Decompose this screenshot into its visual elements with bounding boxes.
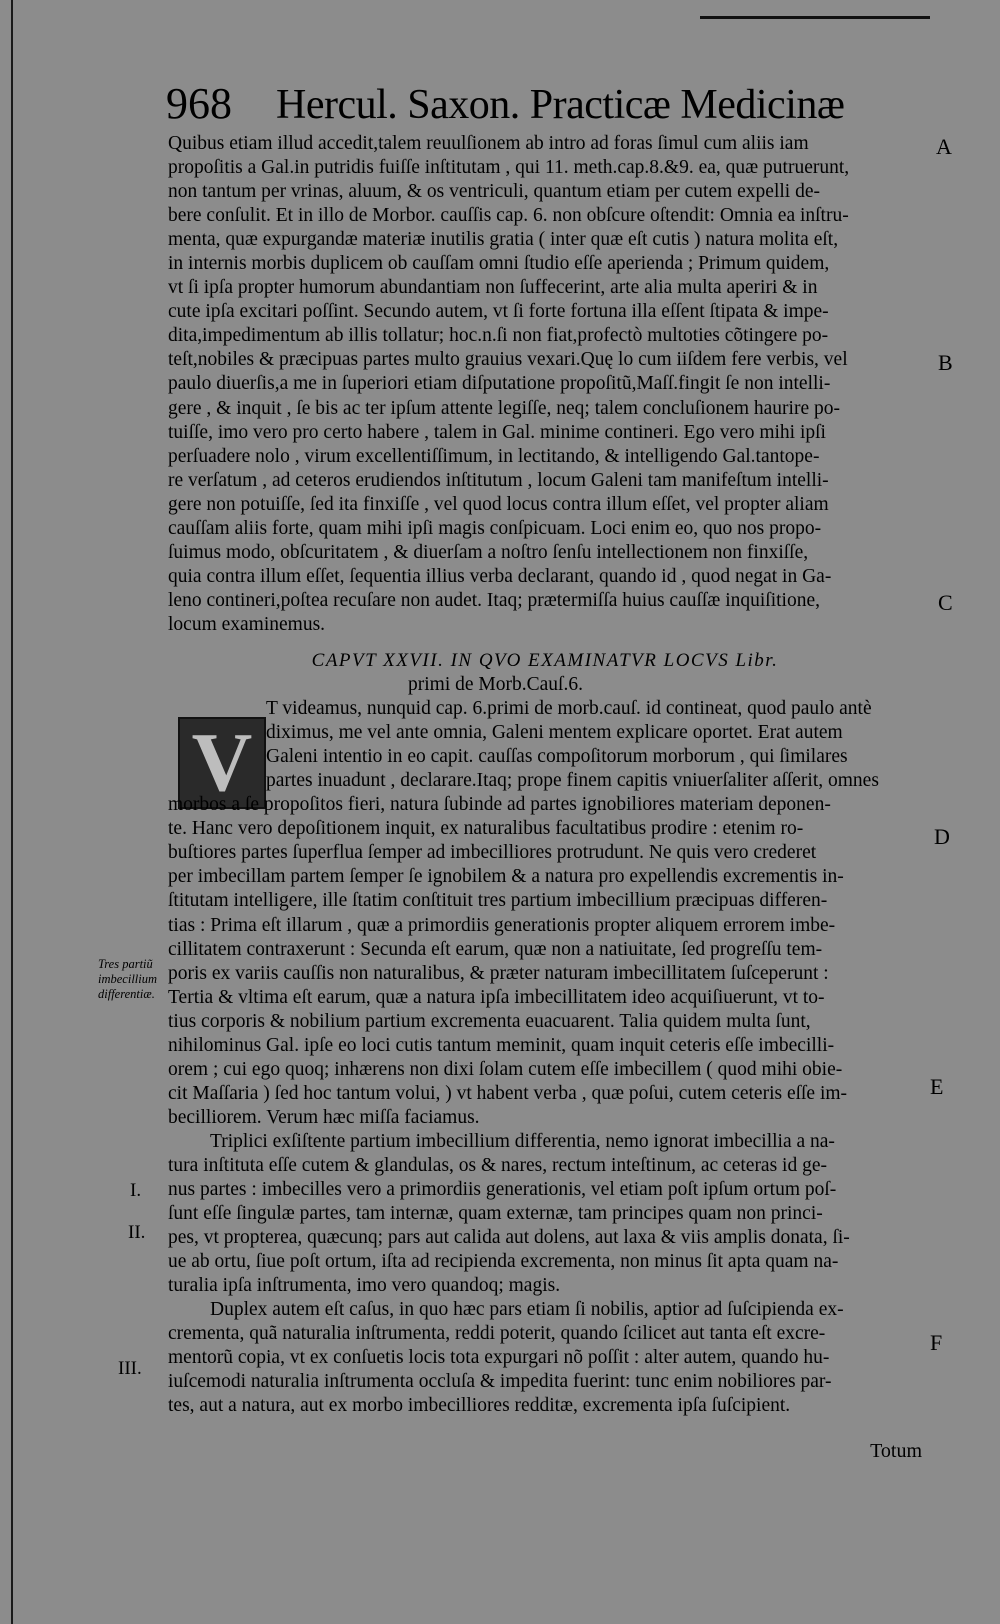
text-line: Duplex autem eſt caſus, in quo hæc pars etiam ſi nobilis, aptior ad ſuſcipienda ex- bbox=[210, 1299, 844, 1321]
text-line: becilliorem. Verum hæc miſſa faciamus. bbox=[168, 1106, 480, 1128]
text-line: propoſitis a Gal.in putridis fuiſſe inſtitutam , qui 11. meth.cap.8.&9. ea, quæ putruerunt, bbox=[168, 157, 850, 179]
drop-cap-letter: V bbox=[191, 716, 253, 809]
text-line: dita,impedimentum ab illis tollatur; hoc.n.ſi non fiat,profectò multoties cõtingere po- bbox=[168, 325, 829, 347]
text-line: gere non potuiſſe, ſed ita finxiſſe , vel quod locus contra illum eſſet, vel propter aliam bbox=[168, 493, 829, 515]
section-letter-d: D bbox=[934, 824, 950, 849]
text-line: locum examinemus. bbox=[168, 613, 326, 635]
main-text bbox=[168, 132, 922, 1418]
text-line: partes inuadunt , declarare.Itaq; prope finem capitis vniuerſaliter aſſerit, omnes bbox=[266, 770, 879, 792]
section-letter-e: E bbox=[930, 1074, 944, 1099]
enumerator-1: I. bbox=[130, 1180, 142, 1201]
text-line: cit Maſſaria ) ſed hoc tantum volui, ) vt habent verba , quæ poſui, cutem ceteris eſſe im- bbox=[168, 1082, 848, 1104]
text-line: Tertia & vltima eſt earum, quæ a natura ipſa imbecillitatem ideo acquiſiuerunt, vt to- bbox=[168, 986, 825, 1008]
text-line: tura inſtituta eſſe cutem & glandulas, os & nares, rectum inteſtinum, ac ceteras id ge- bbox=[168, 1154, 827, 1176]
text-line: te. Hanc vero depoſitionem inquit, ex naturalibus facultatibus prodire : etenim ro- bbox=[168, 818, 804, 840]
margin-note-line: Tres partiũ bbox=[98, 957, 153, 971]
text-line: crementa, quã naturalia inſtrumenta, reddi poterit, quando ſcilicet aut tanta eſt excre- bbox=[168, 1323, 826, 1345]
text-line: leno contineri,poſtea recuſare non audet. Itaq; prætermiſſa huius cauſſæ inquiſitione, bbox=[168, 589, 820, 611]
section-letter-c: C bbox=[938, 590, 953, 615]
spacer bbox=[168, 637, 922, 649]
text-line: morbos a ſe propoſitos fieri, natura ſubinde ad partes ignobiliores materiam deponen- bbox=[168, 794, 831, 816]
text-line: gere , & inquit , ſe bis ac ter ipſum attente legiſſe, neq; talem concluſionem haurire po- bbox=[168, 397, 840, 419]
text-line: re verſatum , ad ceteros erudiendos inſtitutum , locum Galeni tam manifeſtum intelli- bbox=[168, 469, 829, 491]
page-header bbox=[166, 78, 946, 129]
text-line: cillitatem contraxerunt : Secunda eſt earum, quæ non a natiuitate, ſed progreſſu tem- bbox=[168, 938, 823, 960]
text-line: ſuimus modo, obſcuritatem , & diuerſam a noſtro ſenſu intellectionem non finxiſſe, bbox=[168, 541, 809, 563]
enumerator-3: III. bbox=[118, 1358, 142, 1379]
binding-edge-rule bbox=[11, 0, 13, 1624]
text-line: non tantum per vrinas, aluum, & os ventriculi, quantum etiam per cutem expelli de- bbox=[168, 181, 820, 203]
text-line: ſtitutam intelligere, ille ſtatim conſtituit tres partium imbecillium præcipuas differen- bbox=[168, 890, 828, 912]
text-line: vt ſi ipſa propter humorum abundantiam non ſuffecerint, arte alia multa aperiri & in bbox=[168, 277, 818, 299]
text-line: tius corporis & nobilium partium excrementa euacuarent. Talia quidem multa ſunt, bbox=[168, 1010, 811, 1032]
running-title: Hercul. Saxon. Practicæ Medicinæ bbox=[276, 82, 845, 128]
text-line: turalia ipſa inſtrumenta, imo vero quandoq; magis. bbox=[168, 1275, 561, 1297]
text-line: tuiſſe, imo vero pro certo habere , talem in Gal. minime contineri. Ego vero mihi ipſi bbox=[168, 421, 826, 443]
chapter-heading: CAPVT XXVII. IN QVO EXAMINATVR LOCVS Libr. bbox=[311, 649, 779, 671]
text-line: Quibus etiam illud accedit,talem reuulſionem ab intro ad foras ſimul cum aliis iam bbox=[168, 133, 809, 154]
text-line: iuſcemodi naturalia inſtrumenta occluſa & impedita fuerint: tunc enim nobiliores par- bbox=[168, 1371, 832, 1393]
text-line: ſunt eſſe ſingulæ partes, tam internæ, quam externæ, tam principes quam non princi- bbox=[168, 1203, 823, 1225]
text-line: bere conſulit. Et in illo de Morbor. cauſſis cap. 6. non obſcure oſtendit: Omnia ea inſtru- bbox=[168, 205, 849, 227]
margin-note-line: imbecillium bbox=[98, 972, 158, 986]
text-line: T videamus, nunquid cap. 6.primi de morb.cauſ. id contineat, quod paulo antè bbox=[266, 698, 872, 720]
text-line: Galeni intentio in eo capit. cauſſas compoſitorum morborum , qui ſimilares bbox=[266, 746, 848, 768]
text-line: nihilominus Gal. ipſe eo loci cutis tantum meminit, quam inquit ceteris eſſe imbecilli- bbox=[168, 1034, 835, 1056]
text-line: pes, vt propterea, quæcunq; pars aut calida aut dolens, aut laxa & viis amplis donata, ſi- bbox=[168, 1227, 850, 1249]
text-line: mentorũ copia, vt ex conſuetis locis tota expurgari nõ poſſit : alter autem, quando hu- bbox=[168, 1347, 830, 1369]
text-line: per imbecillam partem ſemper ſe ignobilem & a natura pro expellendis excrementis in- bbox=[168, 866, 844, 888]
text-line: nus partes : imbecilles vero a primordiis generationis, vel etiam poſt ipſum ortum poſ- bbox=[168, 1179, 837, 1201]
text-line: quia contra illum eſſet, ſequentia illius verba declarant, quando id , quod negat in Ga- bbox=[168, 565, 832, 587]
chapter-heading-line2: primi de Morb.Cauſ.6. bbox=[408, 674, 583, 696]
enumerator-2: II. bbox=[128, 1222, 146, 1243]
text-line: paulo diuerſis,a me in ſuperiori etiam diſputatione propoſitũ,Maſſ.fingit ſe non intelli- bbox=[168, 373, 831, 395]
text-line: diximus, me vel ante omnia, Galeni mentem explicare oportet. Erat autem bbox=[266, 722, 843, 744]
text-line: perſuadere nolo , virum excellentiſſimum, in lectitando, & intelligendo Gal.tantope- bbox=[168, 445, 820, 467]
text-line: cute ipſa excitari poſſint. Secundo autem, vt ſi forte fortuna illa eſſent ſtipata & impe- bbox=[168, 301, 829, 323]
text-line: orem ; cui ego quoq; inhærens non dixi ſolam cutem eſſe imbecillem ( quod mihi obie- bbox=[168, 1058, 843, 1080]
text-line: in internis morbis duplicem ob cauſſam omni ſtudio eſſe aperienda ; Primum quidem, bbox=[168, 253, 830, 275]
text-line: tes, aut a natura, aut ex morbo imbecilliores redditæ, excrementa ipſa ſuſcipient. bbox=[168, 1395, 791, 1417]
page-number: 968 bbox=[166, 79, 232, 128]
top-edge-rule bbox=[700, 16, 930, 19]
section-letter-b: B bbox=[938, 350, 953, 375]
section-letter-a: A bbox=[936, 134, 952, 159]
text-line: poris ex variis cauſſis non naturalibus, & præter naturam imbecillitatem ſuſceperunt : bbox=[168, 962, 829, 984]
margin-note bbox=[98, 957, 172, 1002]
text-line: Triplici exſiſtente partium imbecillium differentia, nemo ignorat imbecillia a na- bbox=[210, 1130, 835, 1152]
section-letter-f: F bbox=[930, 1330, 943, 1355]
text-line: cauſſam aliis forte, quam mihi ipſi magis conſpicuam. Loci enim eo, quo nos propo- bbox=[168, 517, 822, 539]
text-line: teſt,nobiles & præcipuas partes multo grauius vexari.Quę lo cum iiſdem fere verbis, vel bbox=[168, 349, 848, 371]
text-line: tias : Prima eſt illarum , quæ a primordiis generationis propter aliquem errorem imbe- bbox=[168, 914, 836, 936]
text-line: buſtiores partes ſuperflua ſemper ad imbecilliores protrudunt. Ne quis vero crederet bbox=[168, 842, 817, 864]
catchword: Totum bbox=[870, 1440, 922, 1462]
text-line: menta, quæ expurgandæ materiæ inutilis gratia ( inter quæ eſt cutis ) natura molita eſt, bbox=[168, 229, 839, 251]
margin-note-line: differentiæ. bbox=[98, 987, 155, 1001]
text-line: ue ab ortu, ſiue poſt ortum, iſta ad recipienda excrementa, non minus ſit apta quam na- bbox=[168, 1251, 839, 1273]
